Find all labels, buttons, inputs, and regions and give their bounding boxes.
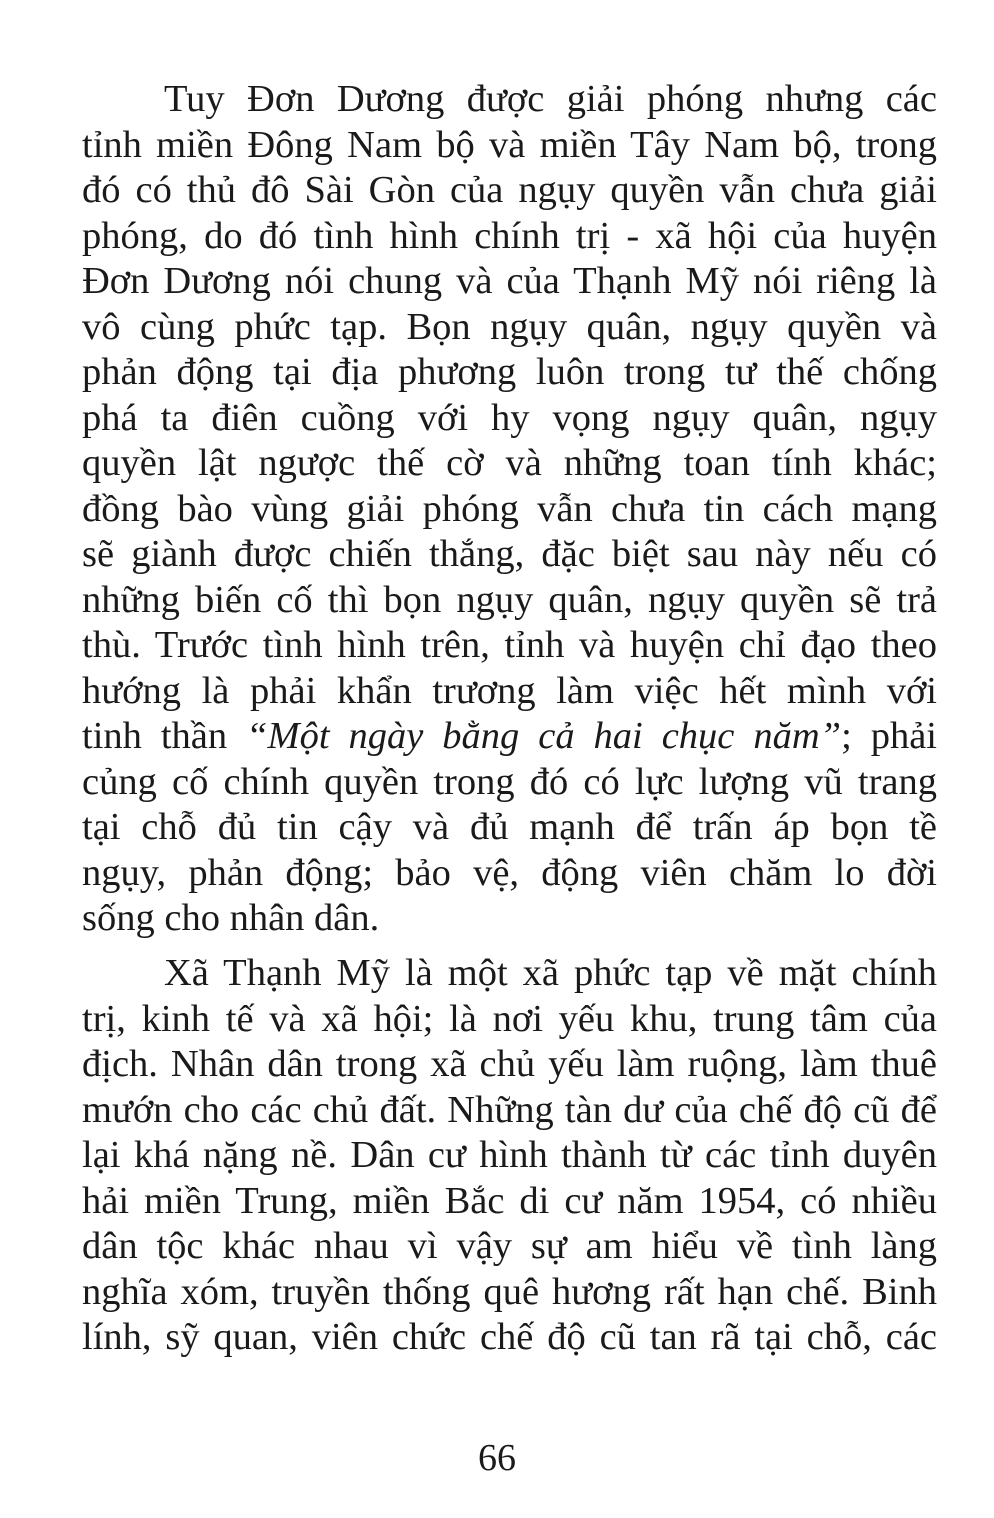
- text-line: mướn cho các chủ đất. Những tàn dư của chế độ cũ để: [82, 1088, 937, 1131]
- quote-line-after: ; phải: [841, 715, 938, 757]
- text-line: Tuy Đơn Dương được giải phóng nhưng các: [164, 78, 937, 120]
- text-line-with-quote: [82, 714, 937, 760]
- text-line: phá ta điên cuồng với hy vọng ngụy quân, ngụy: [82, 396, 937, 439]
- text-line: ngụy, phản động; bảo vệ, động viên chăm lo đời: [82, 851, 937, 894]
- quote-text: “Một ngày bằng cả hai chục năm”: [246, 715, 842, 757]
- paragraph-2: [82, 951, 937, 1361]
- text-line: sẽ giành được chiến thắng, đặc biệt sau này nếu có: [82, 533, 937, 575]
- text-line: củng cố chính quyền trong đó có lực lượng vũ trang: [82, 760, 937, 803]
- text-line: dân tộc khác nhau vì vậy sự am hiểu về tình làng: [82, 1225, 937, 1267]
- text-line: địch. Nhân dân trong xã chủ yếu làm ruộng, làm thuê: [82, 1043, 937, 1085]
- text-line: tại chỗ đủ tin cậy và đủ mạnh để trấn áp bọn tề: [82, 806, 937, 848]
- text-line: trị, kinh tế và xã hội; là nơi yếu khu, trung tâm của: [82, 997, 937, 1040]
- page-number: 66: [478, 1437, 516, 1479]
- text-line: đồng bào vùng giải phóng vẫn chưa tin cách mạng: [82, 487, 937, 530]
- text-line: phóng, do đó tình hình chính trị - xã hội của huyện: [82, 214, 937, 257]
- text-line: nghĩa xóm, truyền thống quê hương rất hạn chế. Binh: [82, 1270, 937, 1313]
- text-line: lại khá nặng nề. Dân cư hình thành từ các tỉnh duyên: [82, 1134, 937, 1176]
- text-line: quyền lật ngược thế cờ và những toan tính khác;: [82, 442, 937, 484]
- text-line: hướng là phải khẩn trương làm việc hết mình với: [82, 669, 937, 712]
- text-line: vô cùng phức tạp. Bọn ngụy quân, ngụy quyền và: [82, 305, 937, 348]
- text-line: lính, sỹ quan, viên chức chế độ cũ tan rã tại chỗ, các: [82, 1316, 937, 1358]
- text-line: thù. Trước tình hình trên, tỉnh và huyện chỉ đạo theo: [82, 624, 937, 666]
- text-line: đó có thủ đô Sài Gòn của ngụy quyền vẫn chưa giải: [82, 169, 937, 211]
- text-line: phản động tại địa phương luôn trong tư thế chống: [82, 351, 937, 393]
- paragraph-1: [82, 77, 937, 942]
- text-line: hải miền Trung, miền Bắc di cư năm 1954, có nhiều: [82, 1179, 937, 1222]
- text-line: tỉnh miền Đông Nam bộ và miền Tây Nam bộ, trong: [82, 123, 937, 166]
- text-line: Đơn Dương nói chung và của Thạnh Mỹ nói riêng là: [82, 260, 937, 302]
- text-line: những biến cố thì bọn ngụy quân, ngụy quyền sẽ trả: [82, 578, 937, 621]
- quote-line-before: tinh thần: [82, 715, 247, 757]
- text-line: Xã Thạnh Mỹ là một xã phức tạp về mặt chính: [164, 952, 937, 994]
- text-line: sống cho nhân dân.: [82, 897, 380, 939]
